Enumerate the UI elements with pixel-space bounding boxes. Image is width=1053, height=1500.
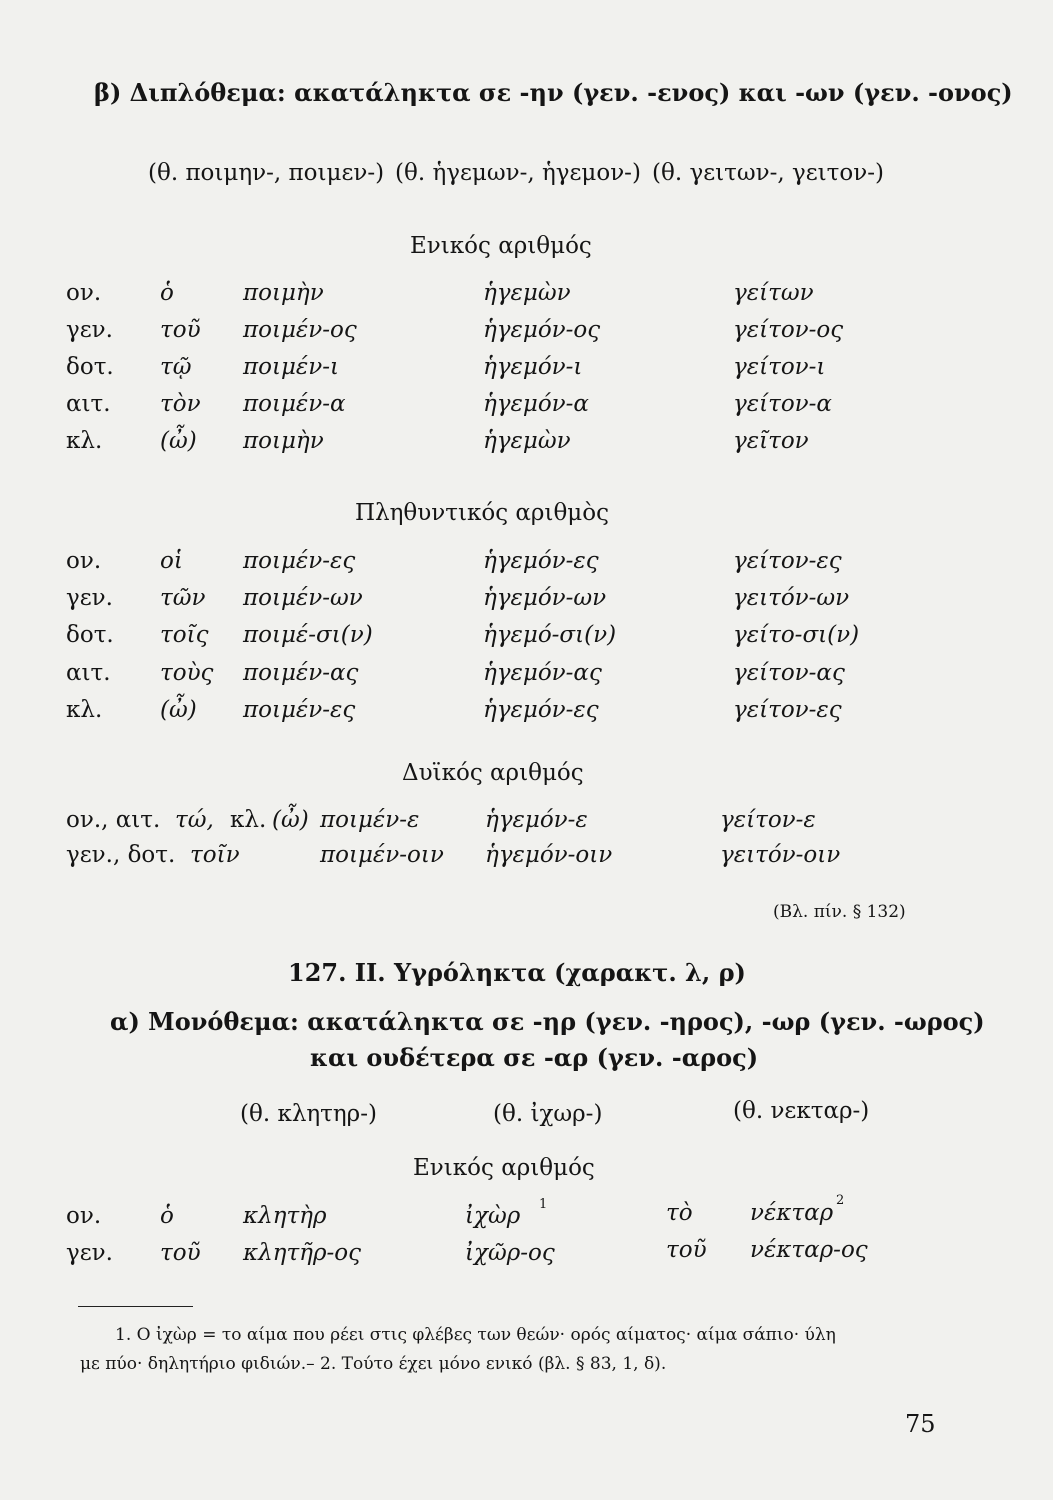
footnote-ref-2[interactable]: 2	[836, 1193, 845, 1208]
plural-row-hegemon: ἡγεμόν-ων	[483, 585, 607, 611]
section-127-nektar: νέκταρ-ος	[750, 1237, 868, 1263]
stem-hegemon: (θ. ἡγεμων-, ἡγεμον-)	[395, 160, 641, 186]
dual-poimen-ne: ποιμέν-ε	[320, 807, 420, 833]
plural-row-poimen: ποιμέν-ες	[243, 697, 356, 723]
dual-title: Δυϊκός αριθμός	[402, 760, 584, 786]
section-127-article: ὁ	[160, 1203, 174, 1229]
section-127-ichor: ἰχῶρ-ος	[465, 1240, 555, 1266]
singular-row-article: τὸν	[160, 391, 201, 417]
singular-row-article: ὁ	[160, 280, 174, 306]
section-127-case: ον.	[66, 1203, 102, 1229]
singular-row-case: δοτ.	[66, 354, 114, 380]
stem-ichor: (θ. ἰχωρ-)	[493, 1101, 603, 1127]
stem-kleter: (θ. κλητηρ-)	[240, 1101, 377, 1127]
plural-row-case: δοτ.	[66, 622, 114, 648]
plural-row-case: κλ.	[66, 697, 103, 723]
singular-title: Ενικός αριθμός	[410, 233, 592, 259]
plural-row-geiton: γείτο-σι(ν)	[733, 622, 860, 648]
plural-row-article: οἱ	[160, 548, 183, 574]
singular-row-case: γεν.	[66, 317, 113, 343]
plural-row-poimen: ποιμέν-ων	[243, 585, 363, 611]
singular-row-case: κλ.	[66, 428, 103, 454]
plural-row-article: τοὺς	[160, 660, 214, 686]
plural-row-geiton: γείτον-ες	[733, 697, 842, 723]
stem-poimen: (θ. ποιμην-, ποιμεν-)	[148, 160, 385, 186]
singular-row-geiton: γείτον-ος	[733, 317, 844, 343]
section-127-kleter: κλητῆρ-ος	[243, 1240, 361, 1266]
dual-hegemon-ne: ἡγεμόν-ε	[485, 807, 588, 833]
singular-row-article: τοῦ	[160, 317, 201, 343]
dual-case-voc: κλ.	[230, 807, 267, 833]
dual-hegemon-noin: ἡγεμόν-οιν	[485, 842, 613, 868]
singular-row-hegemon: ἡγεμὼν	[483, 428, 571, 454]
singular-row-hegemon: ἡγεμόν-α	[483, 391, 589, 417]
plural-row-hegemon: ἡγεμόν-ας	[483, 660, 602, 686]
dual-article-toin: τοῖν	[190, 842, 240, 868]
section-127-article-neuter: τοῦ	[666, 1237, 707, 1263]
plural-title: Πληθυντικός αριθμὸς	[355, 500, 609, 526]
singular-row-geiton: γείτων	[733, 280, 814, 306]
stem-nektar: (θ. νεκταρ-)	[733, 1098, 870, 1124]
singular-row-poimen: ποιμέν-ος	[243, 317, 357, 343]
dual-case-nom-acc: ον., αιτ.	[66, 807, 161, 833]
dual-article-voc: (ὦ)	[272, 807, 309, 833]
plural-row-geiton: γείτον-ες	[733, 548, 842, 574]
dual-geiton-ne: γείτον-ε	[720, 807, 816, 833]
plural-row-case: γεν.	[66, 585, 113, 611]
section-127-subheading-2: και ουδέτερα σε -αρ (γεν. -αρος)	[310, 1043, 759, 1072]
plural-row-poimen: ποιμέ-σι(ν)	[243, 622, 373, 648]
section-127-nektar: νέκταρ	[750, 1200, 834, 1226]
footnote-rule	[78, 1306, 193, 1307]
plural-row-hegemon: ἡγεμόν-ες	[483, 548, 599, 574]
section-127-case: γεν.	[66, 1240, 113, 1266]
plural-row-geiton: γείτον-ας	[733, 660, 845, 686]
plural-row-hegemon: ἡγεμό-σι(ν)	[483, 622, 617, 648]
plural-row-article: τῶν	[160, 585, 206, 611]
plural-row-article: τοῖς	[160, 622, 209, 648]
singular-row-case: ον.	[66, 280, 102, 306]
footnote-ref-1[interactable]: 1	[539, 1197, 548, 1212]
singular-row-hegemon: ἡγεμόν-ος	[483, 317, 601, 343]
dual-poimen-noin: ποιμέν-οιν	[320, 842, 444, 868]
singular-row-poimen: ποιμέν-α	[243, 391, 346, 417]
singular-row-geiton: γεῖτον	[733, 428, 809, 454]
singular-row-geiton: γείτον-ι	[733, 354, 826, 380]
plural-row-case: ον.	[66, 548, 102, 574]
singular-row-geiton: γείτον-α	[733, 391, 832, 417]
plural-row-poimen: ποιμέν-ας	[243, 660, 359, 686]
singular-row-poimen: ποιμὴν	[243, 280, 324, 306]
singular-row-poimen: ποιμὴν	[243, 428, 324, 454]
section-127-singular-title: Ενικός αριθμός	[413, 1155, 595, 1181]
stem-geiton: (θ. γειτων-, γειτον-)	[652, 160, 884, 186]
section-127-kleter: κλητὴρ	[243, 1203, 327, 1229]
dual-case-gen-dat: γεν., δοτ.	[66, 842, 176, 868]
page-number: 75	[905, 1410, 936, 1438]
section-127-article: τοῦ	[160, 1240, 201, 1266]
singular-row-article: (ὦ)	[160, 428, 197, 454]
singular-row-article: τῷ	[160, 354, 192, 380]
plural-row-case: αιτ.	[66, 660, 111, 686]
footnote-1: 1. Ο ἰχὼρ = το αίμα που ρέει στις φλέβες των θεών· ορός αίματος· αίμα σάπιο· ύλη	[115, 1325, 836, 1345]
singular-row-hegemon: ἡγεμόν-ι	[483, 354, 583, 380]
plural-row-article: (ὦ)	[160, 697, 197, 723]
plural-row-hegemon: ἡγεμόν-ες	[483, 697, 599, 723]
section-127-ichor: ἰχὼρ	[465, 1203, 521, 1229]
table-reference: (Βλ. πίν. § 132)	[773, 902, 906, 922]
singular-row-poimen: ποιμέν-ι	[243, 354, 340, 380]
footnote-2: με πύο· δηλητήριο φιδιών.– 2. Τούτο έχει μόνο ενικό (βλ. § 83, 1, δ).	[80, 1354, 667, 1374]
dual-geiton-noin: γειτόν-οιν	[720, 842, 841, 868]
singular-row-case: αιτ.	[66, 391, 111, 417]
section-127-subheading-1: α) Μονόθεμα: ακατάληκτα σε -ηρ (γεν. -ηρος), -ωρ (γεν. -ωρος)	[110, 1007, 985, 1036]
section-127-article-neuter: τὸ	[666, 1200, 693, 1226]
plural-row-geiton: γειτόν-ων	[733, 585, 850, 611]
dual-article-to: τώ,	[175, 807, 214, 833]
section-b-heading: β) Διπλόθεμα: ακατάληκτα σε -ην (γεν. -ενος) και -ων (γεν. -ονος)	[94, 78, 1013, 107]
singular-row-hegemon: ἡγεμὼν	[483, 280, 571, 306]
section-127-title: 127. ΙΙ. Υγρόληκτα (χαρακτ. λ, ρ)	[288, 958, 746, 987]
plural-row-poimen: ποιμέν-ες	[243, 548, 356, 574]
